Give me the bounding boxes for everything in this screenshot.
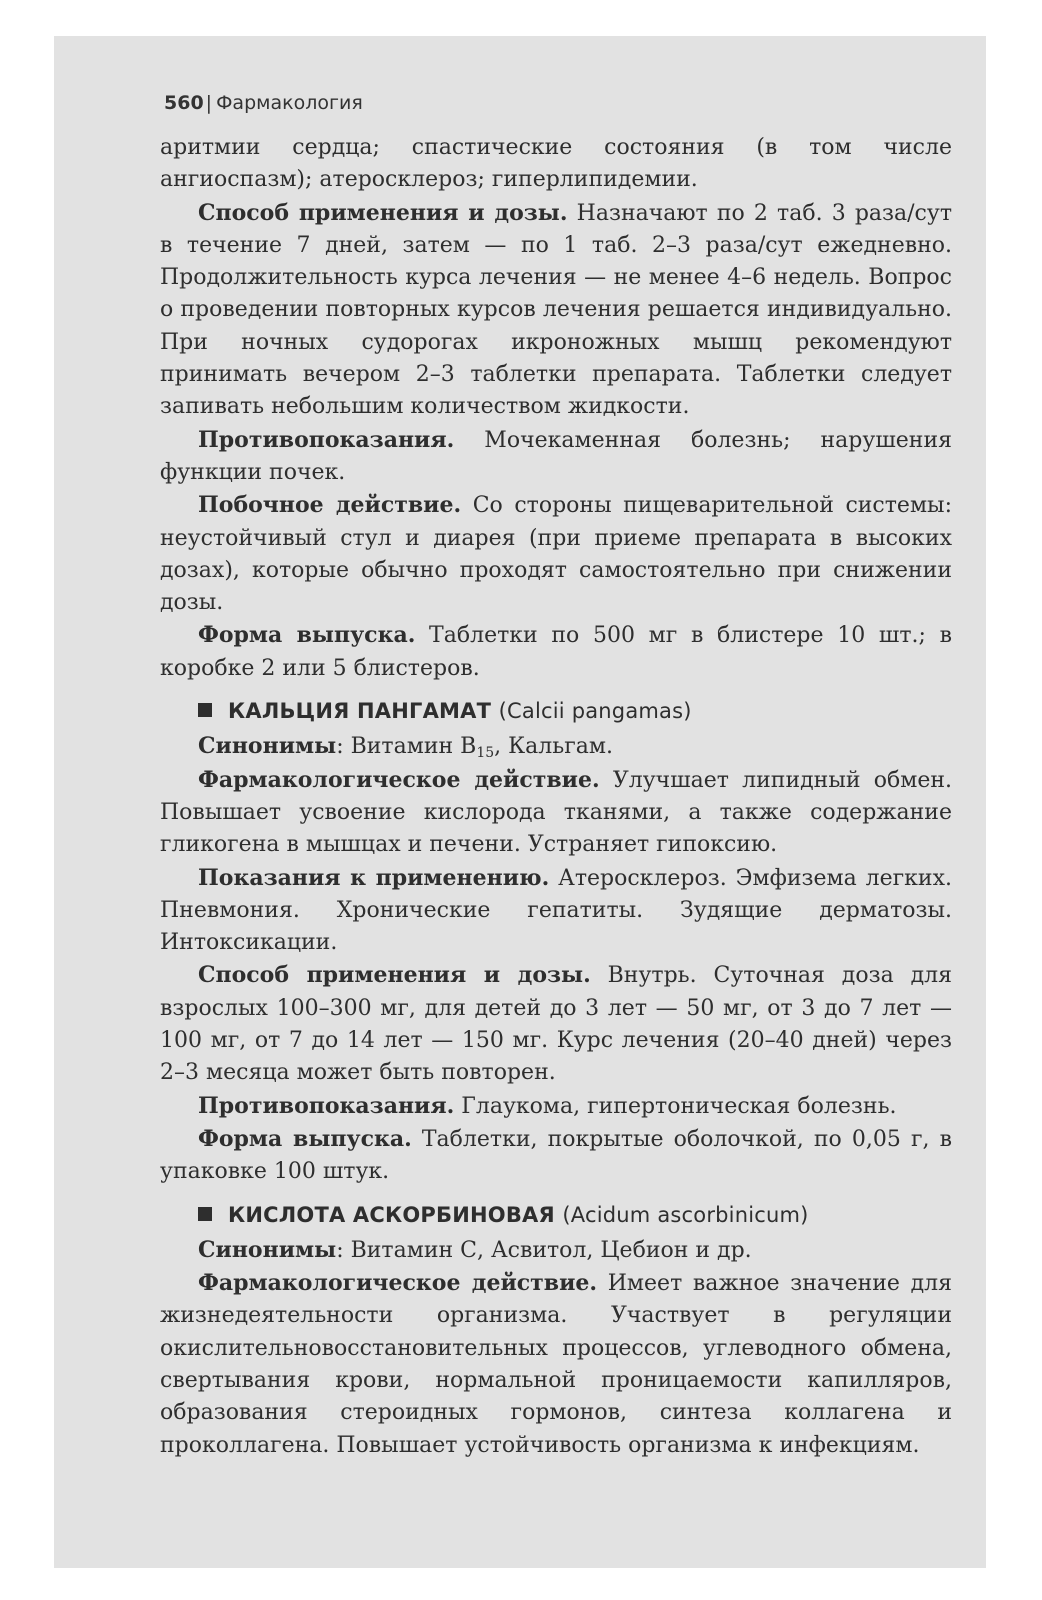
page-number: 560 — [164, 92, 204, 114]
square-bullet-icon — [198, 1207, 212, 1221]
dosage-paragraph — [160, 959, 952, 1089]
side-effects-paragraph — [160, 489, 952, 619]
dosage-text: Внутрь. Суточная доза для взрослых 100–300 мг, для детей до 3 лет — 50 мг, от 3 до 7 лет — 100 мг, от 7 до 14 лет — 150 мг. Курс лечения (20–40 дней) через 2–3 месяца может быть повторен. — [160, 963, 952, 1086]
synonyms-text-end: , Кальгам. — [494, 734, 613, 760]
drug-latin-name: (Acidum ascorbinicum) — [562, 1202, 809, 1227]
synonyms-label: Синонимы — [198, 733, 337, 760]
synonyms-label: Синонимы — [198, 1236, 337, 1263]
indications-paragraph — [160, 862, 952, 960]
book-page — [54, 36, 986, 1568]
contraindications-paragraph — [160, 424, 952, 490]
synonyms-text: : Витамин С, Асвитол, Цебион и др. — [336, 1237, 752, 1263]
indications-text: Атеросклероз. Эмфизема легких. Пневмония. Хронические гепатиты. Зудящие дерматозы. Интоксикации. — [160, 865, 952, 956]
drug-title: КИСЛОТА АСКОРБИНОВАЯ — [228, 1202, 555, 1227]
drug-heading-calcium — [198, 695, 952, 727]
release-form-text: Таблетки по 500 мг в блистере 10 шт.; в коробке 2 или 5 блистеров. — [160, 623, 952, 681]
release-form-text: Таблетки, покрытые оболочкой, по 0,05 г, в упаковке 100 штук. — [160, 1126, 952, 1185]
release-form-paragraph — [160, 619, 952, 685]
pharmacology-paragraph — [160, 1267, 952, 1462]
page-content — [160, 132, 952, 1462]
drug-title: КАЛЬЦИЯ ПАНГАМАТ — [228, 699, 492, 724]
synonyms-paragraph — [160, 730, 952, 763]
header-separator: | — [205, 92, 213, 114]
release-form-paragraph — [160, 1123, 952, 1189]
pharmacology-text: Имеет важное значение для жизнедеятельности организма. Участвует в регуляции окислительновосстановительных процессов, углеводного обмена, свертывания крови, нормальной проницаемости капилляров, образования стероидных гормонов, синтеза коллагена и проколлагена. Повышает устойчивость организма к инфекциям. — [160, 1271, 952, 1458]
contraindications-text: Глаукома, гипертоническая болезнь. — [454, 1093, 897, 1119]
side-effects-text: Со стороны пищеварительной системы: неустойчивый стул и диарея (при приеме препарата в высоких дозах), которые обычно проходят самостоятельно при снижении дозы. — [160, 493, 952, 616]
synonyms-text: : Витамин В — [336, 734, 477, 760]
contraindications-label: Противопоказания. — [198, 1092, 455, 1119]
contraindications-paragraph — [160, 1090, 952, 1123]
drug-heading-ascorbic — [198, 1199, 952, 1231]
section-title: Фармакология — [216, 92, 363, 114]
pharmacology-label: Фармакологическое действие. — [198, 766, 600, 793]
pharmacology-paragraph — [160, 764, 952, 862]
dosage-label: Способ применения и дозы. — [198, 199, 568, 226]
pharmacology-label: Фармакологическое действие. — [198, 1270, 598, 1297]
pharmacology-text: Улучшает липидный обмен. Повышает усвоение кислорода тканями, а также содержание гликогена в мышцах и печени. Устраняет гипоксию. — [160, 767, 952, 858]
release-form-label: Форма выпуска. — [198, 622, 416, 649]
drug-latin-name: (Calcii pangamas) — [498, 699, 692, 724]
contraindications-text: Мочекаменная болезнь; нарушения функции почек. — [160, 427, 952, 485]
synonyms-subscript: 15 — [476, 745, 495, 762]
synonyms-paragraph — [160, 1234, 952, 1267]
release-form-label: Форма выпуска. — [198, 1125, 412, 1152]
indications-label: Показания к применению. — [198, 864, 550, 891]
continuation-paragraph: аритмии сердца; спастические состояния (в том числе ангиоспазм); атеросклероз; гиперлипидемии. — [160, 135, 952, 193]
dosage-label: Способ применения и дозы. — [198, 962, 591, 989]
running-header — [164, 92, 363, 114]
side-effects-label: Побочное действие. — [198, 492, 462, 519]
dosage-text: Назначают по 2 таб. 3 раза/сут в течение 7 дней, затем — по 1 таб. 2–3 раза/сут ежедневно. Продолжительность курса лечения — не менее 4–6 недель. Вопрос о проведении повторных курсов лечения решается индивидуально. При ночных судорогах икроножных мышц рекомендуют принимать вечером 2–3 таблетки препарата. Таблетки следует запивать небольшим количеством жидкости. — [160, 200, 952, 420]
square-bullet-icon — [198, 703, 212, 717]
contraindications-label: Противопоказания. — [198, 426, 455, 453]
dosage-paragraph — [160, 197, 952, 424]
